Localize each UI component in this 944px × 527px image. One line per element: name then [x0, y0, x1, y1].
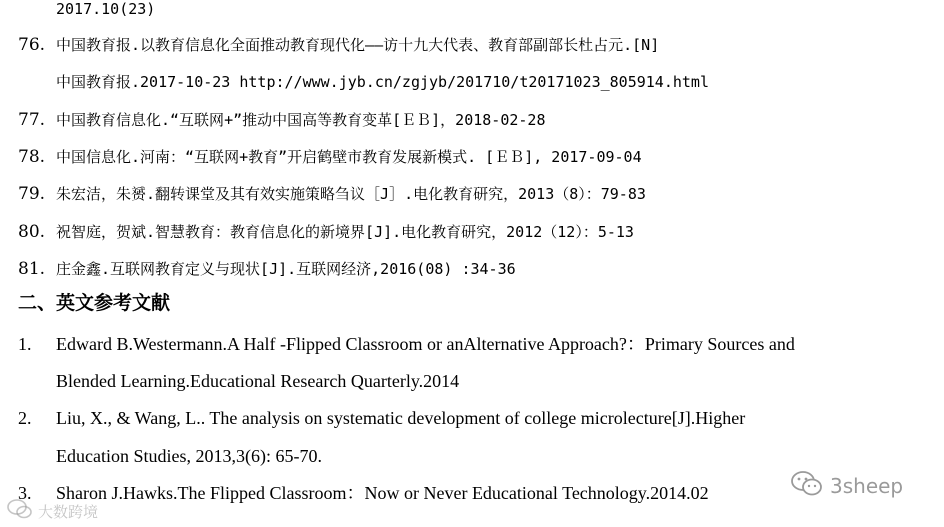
ref-text: 祝智庭，贺斌.智慧教育：教育信息化的新境界[J].电化教育研究，2012（12）：5-13 [56, 223, 634, 241]
ref-text: Blended Learning.Educational Research Quarterly.2014 [56, 371, 460, 391]
ref-text: Sharon J.Hawks.The Flipped Classroom：Now or Never Educational Technology.2014.02 [56, 483, 709, 503]
ref-number: 2. [18, 408, 32, 428]
section-heading: 二、英文参考文献 [18, 292, 171, 314]
ref-text: 中国教育信息化.“互联网+”推动中国高等教育变革[ＥＢ]，2018-02-28 [56, 111, 546, 129]
watermark-3sheep [790, 472, 903, 500]
ref-number: 81. [18, 259, 46, 279]
ref-text: Liu, X., & Wang, L.. The analysis on systematic development of college microlecture[J].Higher [56, 408, 746, 428]
ref-number: 78. [18, 147, 46, 167]
ref-text: Edward B.Westermann.A Half -Flipped Classroom or anAlternative Approach?：Primary Sources and [56, 334, 795, 354]
watermark-text: 3sheep [830, 474, 904, 498]
top-fragment-text: 2017.10(23) [56, 0, 156, 18]
ref-text: 中国教育报.以教育信息化全面推动教育现代化——访十九大代表、教育部副部长杜占元.[N] [56, 36, 660, 54]
wechat-icon [6, 498, 34, 524]
ref-text: 中国教育报.2017-10-23 http://www.jyb.cn/zgjyb/201710/t20171023_805914.html [56, 73, 709, 91]
ref-number: 77. [18, 110, 46, 130]
ref-text: 庄金鑫.互联网教育定义与现状[J].互联网经济,2016(08) :34-36 [56, 260, 516, 278]
ref-text: 朱宏洁，朱赟.翻转课堂及其有效实施策略刍议［J］.电化教育研究，2013（8）：79-83 [56, 185, 646, 203]
wechat-icon [790, 470, 824, 503]
ref-number: 1. [18, 334, 32, 354]
ref-number: 79. [18, 184, 46, 204]
ref-number: 76. [18, 35, 46, 55]
ref-number: 80. [18, 222, 46, 242]
ref-number: 3. [18, 483, 32, 503]
watermark-dashu [6, 499, 98, 523]
ref-text: Education Studies, 2013,3(6): 65-70. [56, 446, 322, 466]
watermark-text: 大数跨境 [38, 502, 99, 521]
ref-text: 中国信息化.河南：“互联网+教育”开启鹤壁市教育发展新模式. [ＥＢ], 2017-09-04 [56, 148, 642, 166]
